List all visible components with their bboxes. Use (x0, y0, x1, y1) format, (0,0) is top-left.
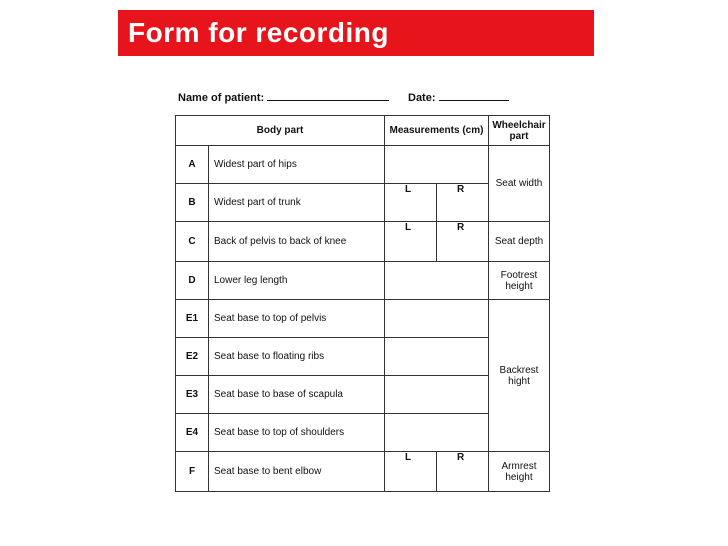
left-label: L (405, 184, 412, 195)
measurement-left-cell[interactable] (385, 222, 437, 262)
patient-name-blank[interactable] (267, 90, 389, 101)
right-label: R (457, 452, 465, 463)
measurement-table (175, 115, 550, 492)
row-part: Widest part of trunk (209, 184, 385, 222)
header-measurements: Measurements (cm) (385, 116, 489, 146)
date-field[interactable] (408, 90, 509, 104)
row-code: D (176, 262, 209, 300)
measurement-cell[interactable] (385, 414, 489, 452)
row-part: Seat base to top of pelvis (209, 300, 385, 338)
wheelchair-backrest-hight: Backrest hight (489, 300, 550, 452)
row-code: A (176, 146, 209, 184)
measurement-left-cell[interactable] (385, 184, 437, 222)
row-code: B (176, 184, 209, 222)
row-code: C (176, 222, 209, 262)
measurement-right-cell[interactable] (437, 184, 489, 222)
row-part: Widest part of hips (209, 146, 385, 184)
table-row (176, 452, 550, 492)
table-row (176, 262, 550, 300)
wheelchair-seat-depth: Seat depth (489, 222, 550, 262)
table-row (176, 146, 550, 184)
row-part: Back of pelvis to back of knee (209, 222, 385, 262)
wheelchair-armrest-height: Armrest height (489, 452, 550, 492)
row-code: E3 (176, 376, 209, 414)
date-blank[interactable] (439, 90, 509, 101)
row-code: F (176, 452, 209, 492)
right-label: R (457, 184, 465, 195)
measurement-cell[interactable] (385, 146, 489, 184)
right-label: R (457, 222, 465, 233)
patient-name-field[interactable] (178, 90, 389, 104)
row-part: Seat base to floating ribs (209, 338, 385, 376)
page-title: Form for recording measurements (118, 10, 594, 56)
measurement-right-cell[interactable] (437, 222, 489, 262)
row-part: Seat base to top of shoulders (209, 414, 385, 452)
date-label: Date: (408, 92, 436, 104)
measurement-cell[interactable] (385, 262, 489, 300)
patient-name-label: Name of patient: (178, 92, 265, 104)
left-label: L (405, 222, 412, 233)
left-label: L (405, 452, 412, 463)
header-wheelchair-part: Wheelchair part (489, 116, 550, 146)
table-row (176, 222, 550, 262)
row-code: E4 (176, 414, 209, 452)
measurement-left-cell[interactable] (385, 452, 437, 492)
table-header-row (176, 116, 550, 146)
measurement-cell[interactable] (385, 376, 489, 414)
wheelchair-seat-width: Seat width (489, 146, 550, 222)
row-part: Seat base to base of scapula (209, 376, 385, 414)
row-part: Seat base to bent elbow (209, 452, 385, 492)
row-code: E2 (176, 338, 209, 376)
header-body-part: Body part (176, 116, 385, 146)
row-code: E1 (176, 300, 209, 338)
table-row (176, 300, 550, 338)
measurement-cell[interactable] (385, 300, 489, 338)
measurement-right-cell[interactable] (437, 452, 489, 492)
row-part: Lower leg length (209, 262, 385, 300)
wheelchair-footrest-height: Footrest height (489, 262, 550, 300)
measurement-cell[interactable] (385, 338, 489, 376)
